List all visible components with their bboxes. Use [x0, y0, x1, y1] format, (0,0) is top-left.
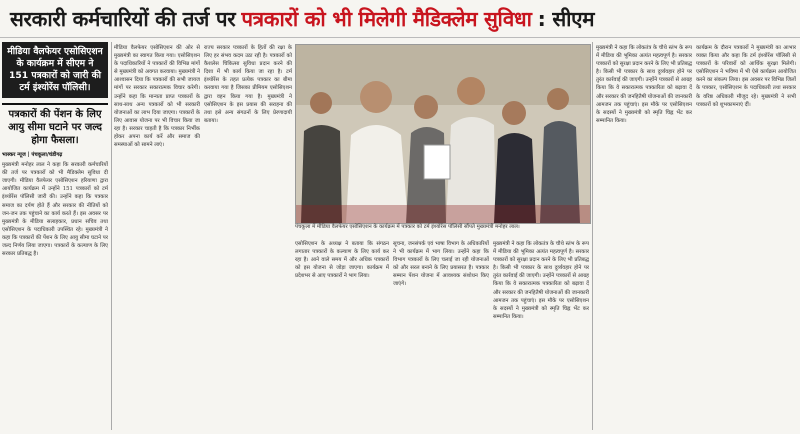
article-column-3 [204, 44, 292, 430]
column-7-text: कार्यक्रम के दौरान पत्रकारों ने मुख्यमंत्री का आभार व्यक्त किया और कहा कि टर्म इंश्योरेंस पॉलिसी से पत्रकारों के परिवारों को आर्थिक सुरक्षा मिलेगी। एसोसिएशन ने भविष्य में भी ऐसे कार्यक्रम आयोजित करने का संकल्प लिया। इस अवसर पर विभिन्न जिलों के पत्रकार, एसोसिएशन के पदाधिकारी तथा सरकार के वरिष्ठ अधिकारी मौजूद रहे। मुख्यमंत्री ने सभी पत्रकारों को शुभकामनाएं दीं। [696, 45, 796, 108]
article-column-2 [114, 44, 200, 430]
byline: भास्कर न्यूज | पंचकूला/चंडीगढ़ [2, 152, 63, 158]
lead-summary [2, 42, 108, 401]
lead-box: मीडिया वैलफेयर एसोसिएशन के कार्यक्रम में सीएम ने 151 पत्रकारों को जारी की टर्म इंश्योरेंस पॉलिसी। [2, 42, 108, 98]
column-6a-text: मुख्यमंत्री ने कहा कि लोकतंत्र के चौथे स्तंभ के रूप में मीडिया की भूमिका अत्यंत महत्वपूर्ण है। सरकार पत्रकारों को सुरक्षा प्रदान करने के लिए भी प्रतिबद्ध है। किसी भी पत्रकार के साथ दुर्व्यवहार होने पर तुरंत कार्रवाई की जाएगी। उन्होंने पत्रकारों से आग्रह किया कि वे सकारात्मक पत्रकारिता को बढ़ावा दें और सरकार की जनहितैषी योजनाओं की जानकारी आमजन तक पहुंचाएं। इस मौके पर एसोसिएशन के सदस्यों ने मुख्यमंत्री को स्मृति चिह्न भेंट कर सम्मानित किया। [493, 241, 589, 320]
lead-subhead: पत्रकारों की पेंशन के लिए आयु सीमा घटाने पर जल्द होगा फैसला। [2, 103, 108, 147]
photo-illustration [296, 45, 590, 223]
headline-part3: : सीएम [537, 6, 595, 31]
column-3-text: राज्य सरकार पत्रकारों के हितों की रक्षा के लिए हर संभव कदम उठा रही है। पत्रकारों को कैशलेस चिकित्सा सुविधा प्रदान करने की दिशा में भी कार्य किया जा रहा है। टर्म इंश्योरेंस के तहत प्रत्येक पत्रकार का बीमा करवाया गया है जिसका प्रीमियम एसोसिएशन द्वारा वहन किया गया है। मुख्यमंत्री ने एसोसिएशन के इस प्रयास की सराहना की तथा इसे अन्य संगठनों के लिए प्रेरणादायी बताया। [204, 45, 292, 124]
column-2-text: मीडिया वैलफेयर एसोसिएशन की ओर से मुख्यमंत्री का स्वागत किया गया। एसोसिएशन के पदाधिकारियों ने पत्रकारों की विभिन्न मांगों से मुख्यमंत्री को अवगत करवाया। मुख्यमंत्री ने आश्वासन दिया कि पत्रकारों की सभी जायज मांगों पर सरकार सकारात्मक विचार करेगी। उन्होंने कहा कि मान्यता प्राप्त पत्रकारों के साथ-साथ अन्य पत्रकारों को भी सरकारी योजनाओं का लाभ दिया जाएगा। पत्रकारों के लिए आवास योजना पर भी विचार किया जा रहा है। सरकार चाहती है कि पत्रकार निर्भीक होकर अपना कार्य करें और समाज की समस्याओं को सामने लाएं। [114, 45, 200, 149]
column-divider-2 [592, 42, 593, 430]
article-column-6a [493, 240, 589, 430]
column-5-text: सूचना, जनसंपर्क एवं भाषा विभाग के अधिकारियों ने भी कार्यक्रम में भाग लिया। उन्होंने कहा कि विभाग पत्रकारों के लिए चलाई जा रही योजनाओं को और सरल बनाने के लिए प्रयासरत है। पत्रकार सम्मान पेंशन योजना में आवश्यक संशोधन किए जाएंगे। [393, 241, 489, 288]
column-divider [111, 42, 112, 430]
column-6-text: मुख्यमंत्री ने कहा कि लोकतंत्र के चौथे स्तंभ के रूप में मीडिया की भूमिका अत्यंत महत्वपूर्ण है। सरकार पत्रकारों को सुरक्षा प्रदान करने के लिए भी प्रतिबद्ध है। किसी भी पत्रकार के साथ दुर्व्यवहार होने पर तुरंत कार्रवाई की जाएगी। उन्होंने पत्रकारों से आग्रह किया कि वे सकारात्मक पत्रकारिता को बढ़ावा दें और सरकार की जनहितैषी योजनाओं की जानकारी आमजन तक पहुंचाएं। इस मौके पर एसोसिएशन के सदस्यों ने मुख्यमंत्री को स्मृति चिह्न भेंट कर सम्मानित किया। [596, 45, 692, 124]
article-column-5 [393, 240, 489, 430]
headline-part1: सरकारी कर्मचारियों की तर्ज पर [10, 6, 236, 31]
photo-caption: पंचकूला में मीडिया वैलफेयर एसोसिएशन के कार्यक्रम में पत्रकार को टर्म इंश्योरेंस पॉलिसी सौंपते मुख्यमंत्री मनोहर लाल। [295, 224, 520, 230]
article-column-4 [295, 240, 389, 430]
article-column-6 [596, 44, 692, 430]
headline [0, 0, 800, 38]
article-column-1 [2, 151, 108, 401]
headline-part2: पत्रकारों को भी मिलेगी मैडिक्लेम सुविधा [241, 6, 532, 31]
news-photo [295, 44, 591, 224]
column-1-text: मुख्यमंत्री मनोहर लाल ने कहा कि सरकारी कर्मचारियों की तर्ज पर पत्रकारों को भी मैडिक्लेम सुविधा दी जाएगी। मीडिया वैलफेयर एसोसिएशन हरियाणा द्वारा आयोजित कार्यक्रम में उन्होंने 151 पत्रकारों को टर्म इंश्योरेंस पॉलिसी जारी की। उन्होंने कहा कि पत्रकार समाज का दर्पण होते हैं और सरकार की नीतियों को जन-जन तक पहुंचाने का कार्य करते हैं। इस अवसर पर मुख्यमंत्री के मीडिया सलाहकार, प्रधान सचिव तथा एसोसिएशन के पदाधिकारी उपस्थित रहे। मुख्यमंत्री ने कहा कि पत्रकारों की पेंशन के लिए आयु सीमा घटाने पर जल्द निर्णय लिया जाएगा। पत्रकारों के कल्याण के लिए सरकार प्रतिबद्ध है। [2, 162, 108, 258]
article-column-7 [696, 44, 796, 430]
column-4-text: एसोसिएशन के अध्यक्ष ने बताया कि संगठन लगातार पत्रकारों के कल्याण के लिए कार्य कर रहा है। आने वाले समय में और अधिक पत्रकारों को इस योजना से जोड़ा जाएगा। कार्यक्रम में प्रदेशभर से आए पत्रकारों ने भाग लिया। [295, 241, 389, 280]
